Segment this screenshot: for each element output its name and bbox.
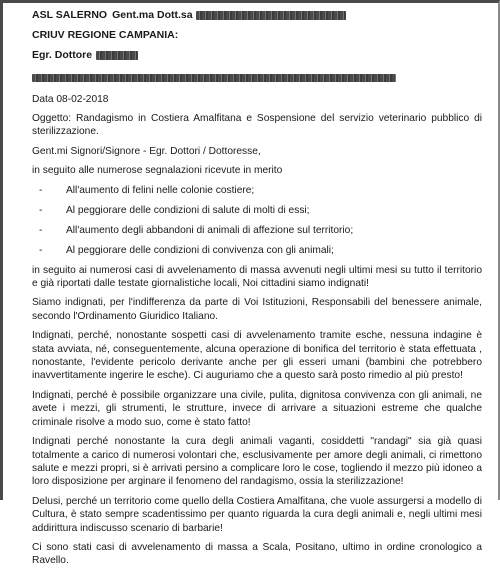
redacted-name — [96, 51, 138, 60]
letter-subject: Oggetto: Randagismo in Costiera Amalfitana e Sospensione del servizio veterinario pubblico di sterilizzazione. — [32, 113, 482, 138]
list-item: - All'aumento degli abbandoni di animali di affezione sul territorio; — [32, 224, 482, 237]
concerns-list — [32, 184, 482, 257]
redacted-name — [196, 11, 346, 20]
list-item: - Al peggiorare delle condizioni di convivenza con gli animali; — [32, 244, 482, 257]
list-item: - Al peggiorare delle condizioni di salute di molti di essi; — [32, 204, 482, 217]
header-criuv-label: CRIUV REGIONE CAMPANIA: — [32, 29, 179, 41]
header-asl-label: ASL SALERNO — [32, 9, 108, 21]
header-dott-label: Gent.ma Dott.sa — [112, 9, 193, 21]
list-item: - All'aumento di felini nelle colonie costiere; — [32, 184, 482, 197]
letter-paragraph: Delusi, perché un territorio come quello della Costiera Amalfitana, che vuole assurgersi a modello di Cultura, è stato sempre scadentissimo per quanto riguarda la cura degli animali e, negli ultimi mesi addirittura indiscusso scenario di barbarie! — [32, 495, 482, 534]
letter-date: Data 08-02-2018 — [32, 94, 109, 105]
header-recipient-dottore — [32, 47, 482, 63]
header-recipient-criuv — [32, 27, 482, 43]
letter-paragraph: Indignati perché nonostante la cura degli animali vaganti, cosiddetti "randagi" sia già quasi totalmente a carico di numerosi volontari che, esclusivamente per amore degli animali, ci rimettono salute e mezzi propri, si è arrivati persino a complicare loro le cose, togliendo il mezzo più idoneo a loro disposizione per arginare il fenomeno del randagismo, ossia la sterilizzazione! — [32, 436, 482, 488]
letter-intro: in seguito alle numerose segnalazioni ricevute in merito — [32, 165, 283, 177]
letter-greeting: Gent.mi Signori/Signore - Egr. Dottori / Dottoresse, — [32, 145, 261, 157]
letter-paragraph: in seguito ai numerosi casi di avvelenamento di massa avvenuti negli ultimi mesi su tutto il territorio e già riportati dalle testate giornalistiche locali, Noi cittadini siamo indignati! — [32, 264, 482, 290]
header-dottore-label: Egr. Dottore — [32, 49, 93, 61]
redacted-address-line — [32, 74, 396, 82]
letter-paragraph: Ci sono stati casi di avvelenamento di massa a Scala, Positano, ultimo in ordine cronologico a Ravello. — [32, 541, 482, 567]
letter-paragraph: Siamo indignati, per l'indifferenza da parte di Voi Istituzioni, Responsabili del benessere animale, secondo l'Ordinamento Giuridico Italiano. — [32, 297, 482, 322]
letter-paragraph: Indignati, perché è possibile organizzare una civile, pulita, dignitosa convivenza con gli animali, ne avete i mezzi, gli strumenti, le strutture, invece di arrivare a situazioni estreme che qualche criminale risolve a modo suo, come è stato fatto! — [32, 389, 482, 428]
header-recipient-asl — [32, 7, 482, 23]
letter-paragraph: Indignati, perché, nonostante sospetti casi di avvelenamento tramite esche, nessuna indagine è stata avviata, né, conseguentemente, alcuna operazione di bonifica del territorio è stata effettuata , nonostante, l'evidente pericolo derivante anche per gli esseri umani (bambini che potrebbero inavvertitamente ingerire le esche). Ci auguriamo che a questo sarà posto rimedio al più presto! — [32, 330, 482, 382]
